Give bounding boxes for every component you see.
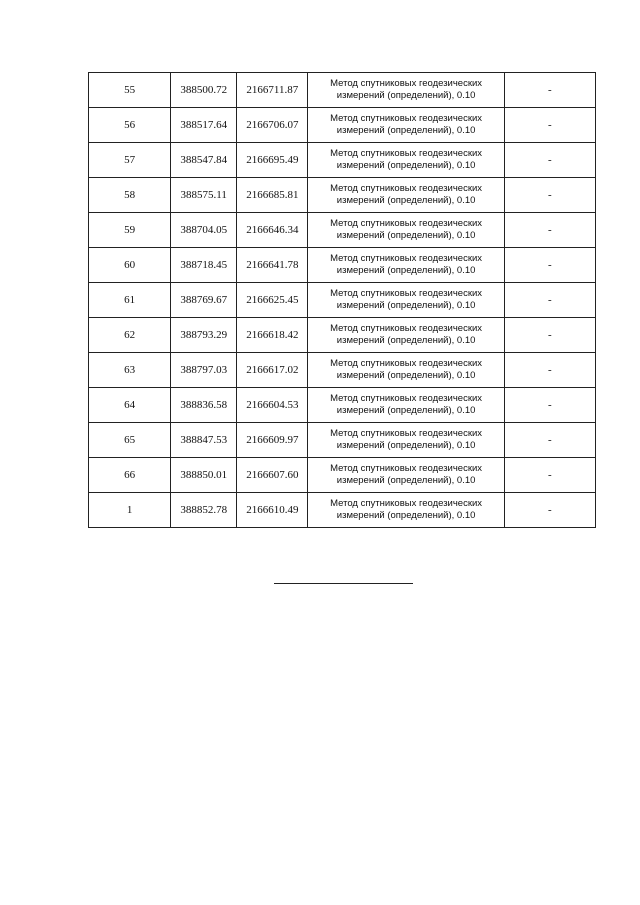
method-text: Метод спутниковых геодезических измерений (определений), 0.10 — [330, 428, 483, 451]
y-coordinate-cell: 2166607.60 — [237, 458, 308, 493]
table-row — [89, 388, 596, 423]
method-text: Метод спутниковых геодезических измерений (определений), 0.10 — [330, 183, 483, 206]
end-of-document-divider — [274, 583, 413, 584]
method-cell — [308, 143, 504, 178]
table-row — [89, 178, 596, 213]
x-coordinate-cell: 388500.72 — [171, 73, 237, 108]
extra-cell: - — [504, 388, 595, 423]
method-text: Метод спутниковых геодезических измерений (определений), 0.10 — [330, 113, 483, 136]
method-cell — [308, 108, 504, 143]
method-text: Метод спутниковых геодезических измерений (определений), 0.10 — [330, 253, 483, 276]
point-number-cell: 57 — [89, 143, 171, 178]
x-coordinate-cell: 388847.53 — [171, 423, 237, 458]
point-number-cell: 62 — [89, 318, 171, 353]
method-cell — [308, 283, 504, 318]
extra-cell: - — [504, 73, 595, 108]
method-text: Метод спутниковых геодезических измерений (определений), 0.10 — [330, 393, 483, 416]
method-cell — [308, 493, 504, 528]
table-row — [89, 458, 596, 493]
y-coordinate-cell: 2166706.07 — [237, 108, 308, 143]
table-row — [89, 248, 596, 283]
y-coordinate-cell: 2166625.45 — [237, 283, 308, 318]
table-row — [89, 493, 596, 528]
point-number-cell: 56 — [89, 108, 171, 143]
y-coordinate-cell: 2166685.81 — [237, 178, 308, 213]
x-coordinate-cell: 388852.78 — [171, 493, 237, 528]
x-coordinate-cell: 388575.11 — [171, 178, 237, 213]
point-number-cell: 60 — [89, 248, 171, 283]
point-number-cell: 64 — [89, 388, 171, 423]
point-number-cell: 66 — [89, 458, 171, 493]
method-text: Метод спутниковых геодезических измерений (определений), 0.10 — [330, 218, 483, 241]
method-cell — [308, 213, 504, 248]
method-cell — [308, 248, 504, 283]
y-coordinate-cell: 2166617.02 — [237, 353, 308, 388]
point-number-cell: 1 — [89, 493, 171, 528]
coordinates-table — [88, 72, 596, 528]
table-row — [89, 318, 596, 353]
extra-cell: - — [504, 213, 595, 248]
x-coordinate-cell: 388517.64 — [171, 108, 237, 143]
point-number-cell: 65 — [89, 423, 171, 458]
point-number-cell: 61 — [89, 283, 171, 318]
method-cell — [308, 318, 504, 353]
point-number-cell: 55 — [89, 73, 171, 108]
y-coordinate-cell: 2166646.34 — [237, 213, 308, 248]
coordinates-table-body — [89, 73, 596, 528]
x-coordinate-cell: 388704.05 — [171, 213, 237, 248]
x-coordinate-cell: 388797.03 — [171, 353, 237, 388]
point-number-cell: 59 — [89, 213, 171, 248]
method-text: Метод спутниковых геодезических измерений (определений), 0.10 — [330, 323, 483, 346]
method-text: Метод спутниковых геодезических измерений (определений), 0.10 — [330, 78, 483, 101]
method-text: Метод спутниковых геодезических измерений (определений), 0.10 — [330, 498, 483, 521]
extra-cell: - — [504, 143, 595, 178]
x-coordinate-cell: 388793.29 — [171, 318, 237, 353]
x-coordinate-cell: 388547.84 — [171, 143, 237, 178]
table-row — [89, 143, 596, 178]
extra-cell: - — [504, 423, 595, 458]
table-row — [89, 423, 596, 458]
extra-cell: - — [504, 108, 595, 143]
method-cell — [308, 388, 504, 423]
extra-cell: - — [504, 353, 595, 388]
method-text: Метод спутниковых геодезических измерений (определений), 0.10 — [330, 358, 483, 381]
point-number-cell: 58 — [89, 178, 171, 213]
method-cell — [308, 423, 504, 458]
y-coordinate-cell: 2166695.49 — [237, 143, 308, 178]
x-coordinate-cell: 388769.67 — [171, 283, 237, 318]
x-coordinate-cell: 388718.45 — [171, 248, 237, 283]
method-text: Метод спутниковых геодезических измерений (определений), 0.10 — [330, 463, 483, 486]
x-coordinate-cell: 388836.58 — [171, 388, 237, 423]
y-coordinate-cell: 2166618.42 — [237, 318, 308, 353]
y-coordinate-cell: 2166641.78 — [237, 248, 308, 283]
extra-cell: - — [504, 493, 595, 528]
y-coordinate-cell: 2166610.49 — [237, 493, 308, 528]
table-row — [89, 213, 596, 248]
y-coordinate-cell: 2166604.53 — [237, 388, 308, 423]
y-coordinate-cell: 2166711.87 — [237, 73, 308, 108]
method-cell — [308, 178, 504, 213]
extra-cell: - — [504, 178, 595, 213]
y-coordinate-cell: 2166609.97 — [237, 423, 308, 458]
method-cell — [308, 73, 504, 108]
extra-cell: - — [504, 283, 595, 318]
method-text: Метод спутниковых геодезических измерений (определений), 0.10 — [330, 288, 483, 311]
point-number-cell: 63 — [89, 353, 171, 388]
method-text: Метод спутниковых геодезических измерений (определений), 0.10 — [330, 148, 483, 171]
method-cell — [308, 458, 504, 493]
table-row — [89, 283, 596, 318]
method-cell — [308, 353, 504, 388]
table-row — [89, 353, 596, 388]
extra-cell: - — [504, 248, 595, 283]
table-row — [89, 108, 596, 143]
x-coordinate-cell: 388850.01 — [171, 458, 237, 493]
table-row — [89, 73, 596, 108]
extra-cell: - — [504, 318, 595, 353]
extra-cell: - — [504, 458, 595, 493]
